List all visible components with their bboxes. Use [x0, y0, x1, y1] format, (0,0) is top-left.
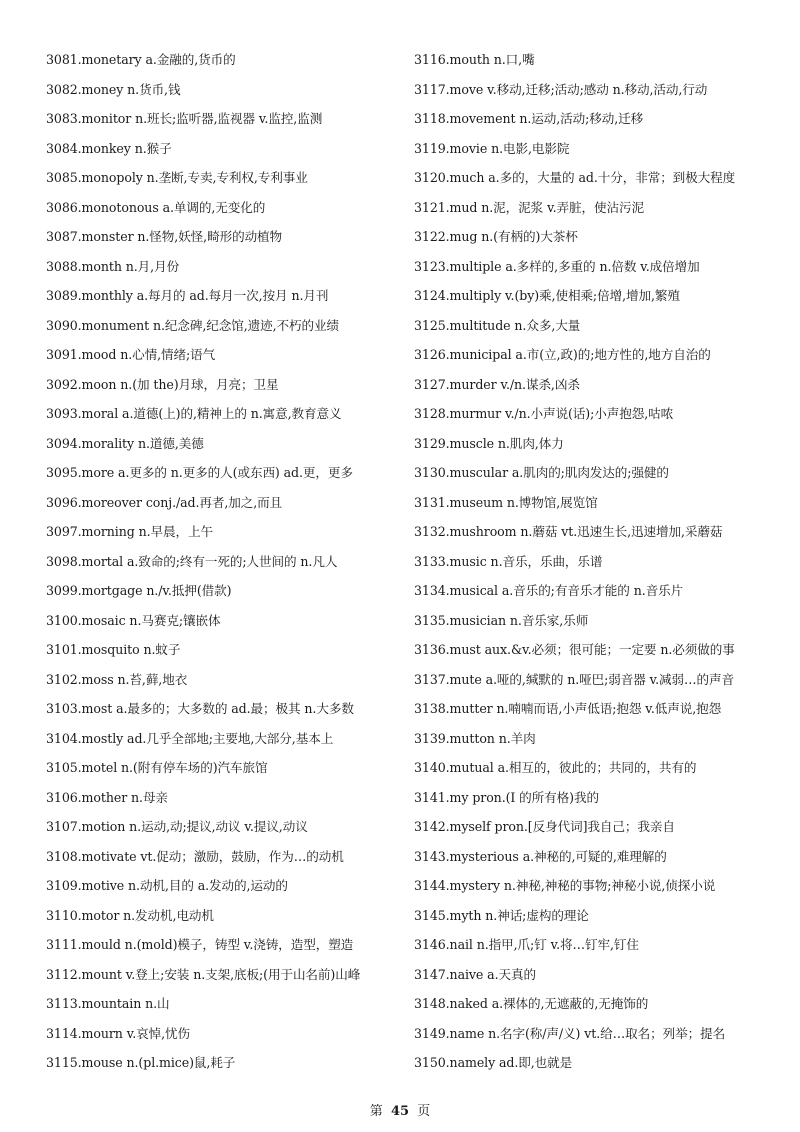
left-column [46, 45, 416, 1078]
vocab-entry: 3100.mosaic n.马赛克;镶嵌体 [46, 612, 221, 628]
vocab-entry: 3120.much a.多的，大量的 ad.十分，非常；到极大程度 [414, 170, 736, 185]
vocab-entry: 3111.mould n.(mold)模子，铸型 v.浇铸，造型，塑造 [46, 937, 354, 952]
vocab-entry: 3108.motivate vt.促动；激励，鼓励，作为…的动机 [46, 848, 344, 864]
vocab-entry: 3105.motel n.(附有停车场的)汽车旅馆 [46, 760, 268, 775]
vocab-entry: 3146.nail n.指甲,爪;钉 v.将…钉牢,钉住 [414, 937, 639, 952]
vocab-entry: 3101.mosquito n.蚊子 [46, 642, 181, 657]
vocab-entry: 3141.my pron.(I 的所有格)我的 [414, 789, 599, 805]
vocab-entry: 3115.mouse n.(pl.mice)鼠,耗子 [46, 1055, 236, 1070]
vocab-entry: 3128.murmur v./n.小声说(话);小声抱怨,咕哝 [414, 406, 674, 421]
footer-suffix: 页 [417, 1104, 431, 1119]
page-footer [0, 1100, 800, 1119]
vocab-entry: 3118.movement n.运动,活动;移动,迁移 [414, 111, 644, 126]
vocab-entry: 3127.murder v./n.谋杀,凶杀 [414, 376, 580, 392]
vocab-entry: 3132.mushroom n.蘑菇 vt.迅速生长,迅速增加,采蘑菇 [414, 524, 723, 539]
vocab-entry: 3148.naked a.裸体的,无遮蔽的,无掩饰的 [414, 996, 649, 1011]
vocab-entry: 3107.motion n.运动,动;提议,动议 v.提议,动议 [46, 819, 308, 834]
vocab-entry: 3121.mud n.泥，泥浆 v.弄脏，使沾污泥 [414, 199, 644, 215]
vocab-entry: 3088.month n.月,月份 [46, 258, 180, 274]
vocab-entry: 3124.multiply v.(by)乘,使相乘;倍增,增加,繁殖 [414, 288, 680, 303]
vocab-entry: 3138.mutter n.喃喃而语,小声低语;抱怨 v.低声说,抱怨 [414, 701, 722, 716]
vocab-entry: 3104.mostly ad.几乎全部地;主要地,大部分,基本上 [46, 730, 334, 746]
vocab-entry: 3092.moon n.(加 the)月球，月亮；卫星 [46, 376, 279, 392]
vocab-entry: 3129.muscle n.肌肉,体力 [414, 435, 564, 451]
vocab-entry: 3110.motor n.发动机,电动机 [46, 907, 214, 923]
vocab-entry: 3131.museum n.博物馆,展览馆 [414, 494, 598, 510]
footer-prefix: 第 [369, 1104, 383, 1119]
vocab-entry: 3144.mystery n.神秘,神秘的事物;神秘小说,侦探小说 [414, 878, 716, 893]
vocab-entry: 3081.monetary a.金融的,货币的 [46, 52, 236, 67]
right-column [414, 45, 784, 1078]
vocab-entry: 3084.monkey n.猴子 [46, 140, 172, 156]
vocab-entry: 3116.mouth n.口,嘴 [414, 52, 535, 67]
vocab-entry: 3112.mount v.登上;安装 n.支架,底板;(用于山名前)山峰 [46, 966, 361, 982]
vocab-entry: 3082.money n.货币,钱 [46, 81, 181, 97]
vocab-entry: 3149.name n.名字(称/声/义) vt.给…取名；列举；提名 [414, 1025, 726, 1041]
vocab-entry: 3123.multiple a.多样的,多重的 n.倍数 v.成倍增加 [414, 258, 700, 274]
vocab-entry: 3093.moral a.道德(上)的,精神上的 n.寓意,教育意义 [46, 406, 342, 421]
vocab-entry: 3102.moss n.苔,藓,地衣 [46, 671, 188, 687]
vocab-entry: 3142.myself pron.[反身代词]我自己；我亲自 [414, 819, 675, 834]
vocab-entry: 3099.mortgage n./v.抵押(借款) [46, 583, 232, 598]
vocab-entry: 3089.monthly a.每月的 ad.每月一次,按月 n.月刊 [46, 288, 329, 303]
vocab-entry: 3136.must aux.&v.必须；很可能；一定要 n.必须做的事 [414, 642, 735, 657]
vocab-entry: 3137.mute a.哑的,缄默的 n.哑巴;弱音器 v.减弱…的声音 [414, 671, 735, 687]
vocab-entry: 3086.monotonous a.单调的,无变化的 [46, 199, 266, 215]
vocab-entry: 3135.musician n.音乐家,乐师 [414, 612, 589, 628]
vocab-entry: 3087.monster n.怪物,妖怪,畸形的动植物 [46, 229, 283, 244]
vocab-entry: 3139.mutton n.羊肉 [414, 730, 536, 746]
vocab-entry: 3117.move v.移动,迁移;活动;感动 n.移动,活动,行动 [414, 81, 708, 97]
vocab-entry: 3130.muscular a.肌肉的;肌肉发达的;强健的 [414, 465, 669, 480]
vocab-entry: 3145.myth n.神话;虚构的理论 [414, 907, 589, 923]
vocab-entry: 3109.motive n.动机,目的 a.发动的,运动的 [46, 878, 288, 893]
vocab-entry: 3114.mourn v.哀悼,忧伤 [46, 1025, 191, 1041]
vocab-entry: 3113.mountain n.山 [46, 996, 170, 1011]
vocab-entry: 3095.more a.更多的 n.更多的人(或东西) ad.更，更多 [46, 465, 353, 480]
vocab-entry: 3097.morning n.早晨，上午 [46, 524, 213, 539]
vocab-entry: 3083.monitor n.班长;监听器,监视器 v.监控,监测 [46, 111, 323, 126]
vocab-entry: 3133.music n.音乐，乐曲，乐谱 [414, 553, 603, 569]
vocab-entry: 3134.musical a.音乐的;有音乐才能的 n.音乐片 [414, 583, 684, 598]
vocab-entry: 3143.mysterious a.神秘的,可疑的,难理解的 [414, 848, 667, 864]
vocab-entry: 3096.moreover conj./ad.再者,加之,而且 [46, 494, 283, 510]
page-number: 45 [390, 1104, 410, 1119]
vocab-entry: 3122.mug n.(有柄的)大茶杯 [414, 229, 578, 244]
vocab-entry: 3085.monopoly n.垄断,专卖,专利权,专利事业 [46, 170, 308, 185]
vocab-entry: 3103.most a.最多的；大多数的 ad.最；极其 n.大多数 [46, 701, 354, 716]
vocab-entry: 3150.namely ad.即,也就是 [414, 1055, 573, 1070]
vocab-entry: 3098.mortal a.致命的;终有一死的;人世间的 n.凡人 [46, 553, 338, 569]
vocab-entry: 3094.morality n.道德,美德 [46, 435, 204, 451]
vocab-entry: 3091.mood n.心情,情绪;语气 [46, 347, 216, 362]
vocab-entry: 3147.naive a.天真的 [414, 966, 536, 982]
vocab-entry: 3106.mother n.母亲 [46, 789, 168, 805]
vocab-entry: 3140.mutual a.相互的，彼此的；共同的，共有的 [414, 760, 697, 775]
vocab-entry: 3119.movie n.电影,电影院 [414, 140, 570, 156]
vocab-entry: 3125.multitude n.众多,大量 [414, 317, 581, 333]
vocab-entry: 3126.municipal a.市(立,政)的;地方性的,地方自治的 [414, 347, 711, 362]
vocab-entry: 3090.monument n.纪念碑,纪念馆,遗迹,不朽的业绩 [46, 317, 340, 333]
